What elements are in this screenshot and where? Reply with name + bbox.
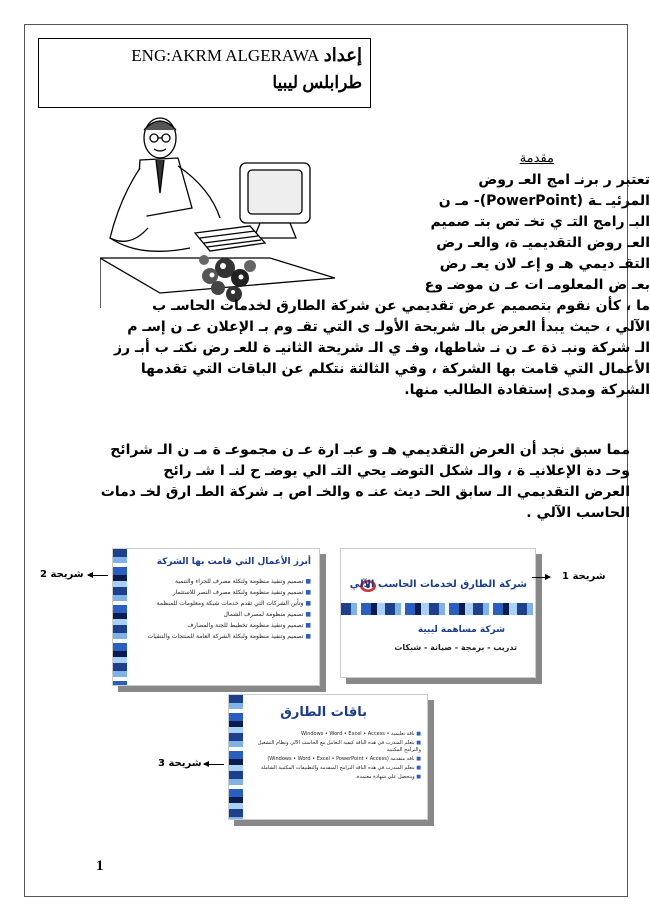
body-paragraph-1 [80,296,650,401]
slide-1-thumbnail [340,548,536,678]
slide-bullet: ■ ويتحصل على شهادة معتمدة. [251,774,421,781]
slide-bullet: ■ تصميم وتنفيذ منظومة تخطيط للجنة والمصارف [141,621,311,630]
slide-bullet: ■ تصميم وتنفيذ منظومة ولنكلة الشركة العامة للمنتجات والتنقيات [141,632,311,641]
intro-line: البـ رامج التـ ي تخـ تص بتـ صميم [430,214,650,230]
intro-line: التقـ ديمي هـ و إعـ لان يعـ رض [439,256,650,272]
slide-2-title: أبرز الأعمال التي قامت بها الشركة [156,557,311,567]
slide-bullet: ■ يتعلم المتدرب في هذه الباقة البرامج المتقدمة والتطبيقات المكتبية الشاملة [251,765,421,772]
slide-1-caption: شريحة 1 [562,571,606,582]
paragraph-line: العرض التقديمي الـ سابق الحـ ديث عنـ ه والخـ اص بـ شركة الطـ ارق لخـ دمات [100,484,630,500]
intro-line: العـ روض التقديميـ ة، والعـ رض [436,235,650,251]
slide-3-thumbnail [228,694,428,820]
intro-line: المرئيـ ـة (PowerPoint)- مـ ن [438,193,650,209]
paragraph-line: الأعمال التي قامت بها الشركة ، وفي الثالثة نتكلم عن الباقات التي تقدمها [140,361,650,377]
slide-bullet: ■ باقة متقدمة (Windows • Word • Excel • PowerPoint • Access) [251,756,421,763]
paragraph-line: الـ شركة ونبـ ذة عـ ن نـ شاطها، وفـ ي الـ شريحة الثانيـ ة للعـ رض نكتـ ب أبـ رز [114,340,650,356]
slide-3-caption: شريحة 3 [158,758,202,769]
paragraph-line: الحاسب الآلي . [526,505,630,521]
slide-1-services: تدريب - برمجة - صيانة - شبكات [394,643,517,652]
slide-stripe [341,603,535,615]
slide-3-bullets [251,731,421,783]
slide-2-arrow [88,575,108,576]
author-line [131,45,362,66]
paragraph-line: الآلي ، حيث يبدأ العرض بالـ شريحة الأولـ ى التي تقـ وم بـ الإعلان عـ ن إسـ م [127,319,650,335]
slide-bullet: ■ تصميم وتنفيذ منظومة ولنكلة مصرف للجزاء والتنمية [141,577,311,586]
slide-bullet: ■ تصميم منظومة لمصرف الشمال [141,610,311,619]
paragraph-line: الشركة ومدى إستفادة الطالب منها. [404,382,650,398]
author-city: طرابلس ليبيا [272,73,362,92]
slide-1-arrow [532,577,550,578]
slide-2-caption: شريحة 2 [40,569,84,580]
slide-bullet: ■ باقة تعليمية • Windows • Word • Excel • Access [251,731,421,738]
slide-stripe [113,549,127,685]
author-name: ENG:AKRM ALGERAWA [131,46,320,65]
slide-1-title: شركة الطارق لخدمات الحاسب الآلي [349,579,527,590]
slide-2-thumbnail [112,548,320,686]
man-at-computer-illustration [100,108,335,308]
slide-bullet: ■ وتأين الشركات التي تقدم خدمات شبكة ومعلومات للمنظمة [141,599,311,608]
paragraph-line: مما سبق نجد أن العرض التقديمي هـ و عبـ ارة عـ ن مجموعـ ة مـ ن الـ شرائح [110,442,630,458]
section-title: مقدمة [519,150,554,165]
slide-bullet: ■ تصميم وتنفيذ منظومة ولنكلة مصرف النصر للاستثمار [141,588,311,597]
slide-1-subtitle: شركة مساهمة ليبية [417,625,505,635]
slide-3-title: باقات الطارق [280,705,367,720]
prepared-by-label: إعداد [323,45,362,65]
intro-paragraph [350,170,650,296]
intro-line: بعـ ض المعلومـ ات عـ ن موضـ وع [424,277,650,293]
slide-bullet: ■ يتعلم المتدرب في هذه الباقة كيفية التعامل مع الحاسب الآلي ونظام التشغيل والبرامج المكتبية [251,740,421,754]
slide-2-bullets [141,577,311,643]
author-box [38,38,371,108]
paragraph-line: ما ، كأن نقوم بتصميم عرض تقديمي عن شركة الطارق لخدمات الحاسـ ب [152,298,650,314]
intro-line: تعتبر ر برنـ امج العـ روض [478,172,650,188]
paragraph-line: وحـ دة الإعلانيـ ة ، والـ شكل التوضـ يحي التـ الي يوضـ ح لنـ ا شـ رائح [163,463,630,479]
body-paragraph-2 [80,440,630,524]
slide-stripe [229,695,243,819]
slide-3-arrow [204,764,224,765]
page-number: 1 [96,858,104,874]
